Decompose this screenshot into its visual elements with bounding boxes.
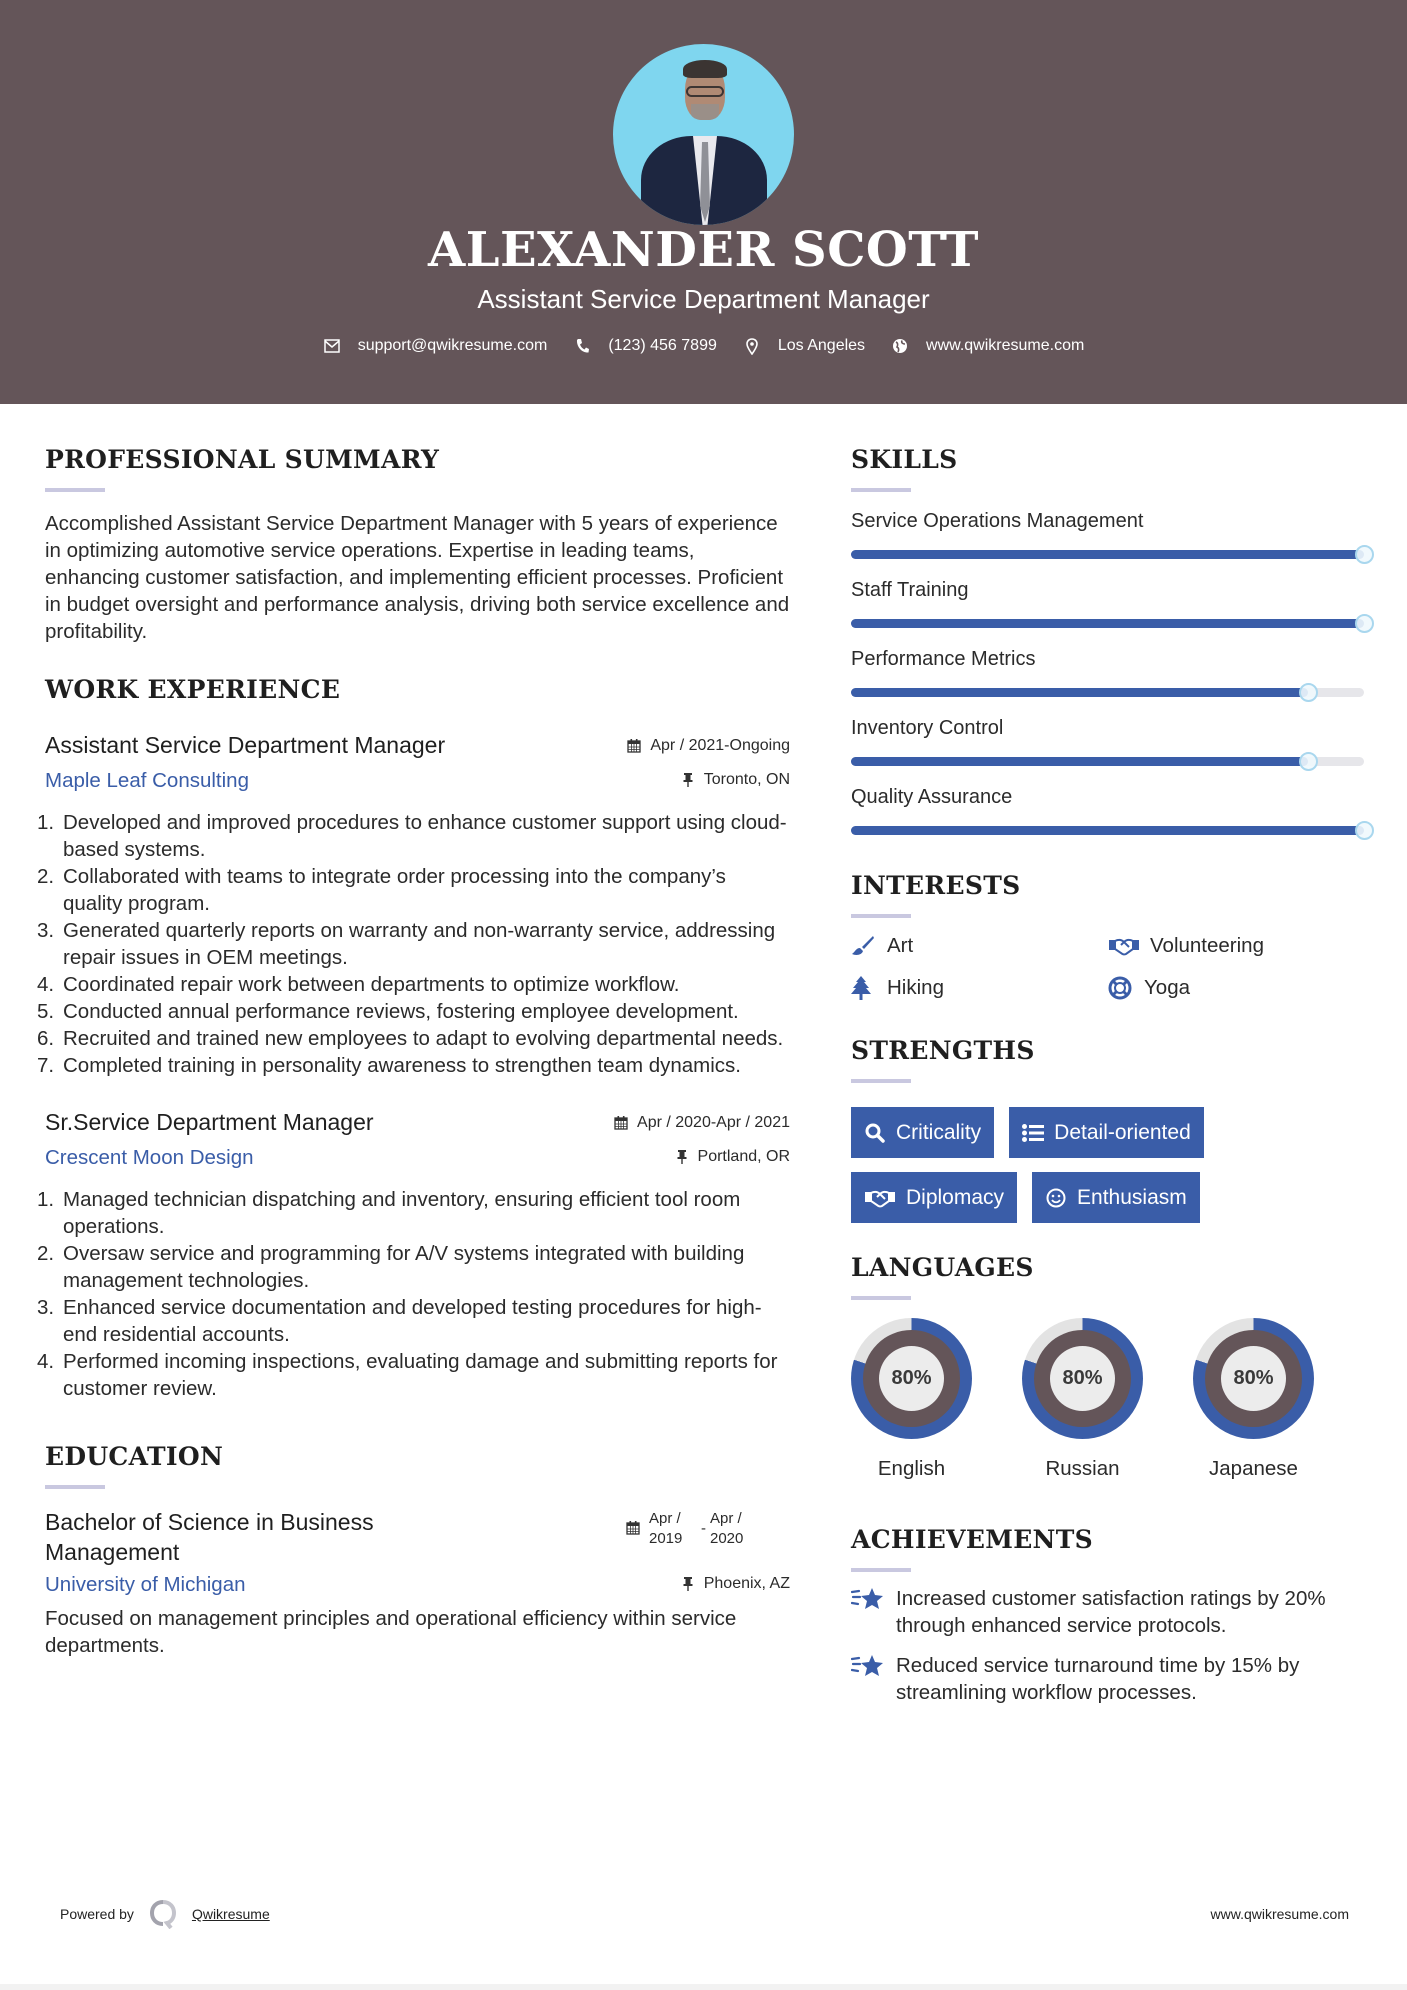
skill-level-fill	[851, 826, 1364, 835]
section-heading: WORK EXPERIENCE	[45, 675, 341, 704]
achievement-item: Increased customer satisfaction ratings by 20% through enhanced service protocols.	[851, 1585, 1371, 1639]
contact-website[interactable]	[891, 337, 1084, 355]
section-heading: PROFESSIONAL SUMMARY	[45, 445, 440, 474]
job-location: Toronto, ON	[680, 771, 790, 789]
language-percent: 80%	[1050, 1346, 1115, 1411]
language-name: Japanese	[1209, 1457, 1298, 1480]
duty-list	[37, 1186, 790, 1402]
pushpin-icon	[674, 1149, 690, 1165]
language-progress-ring	[1022, 1318, 1143, 1439]
skill-level-knob	[1355, 545, 1374, 564]
shooting-star-icon	[851, 1585, 896, 1612]
skill-level-fill	[851, 757, 1308, 766]
interest-item: Art	[851, 934, 1108, 958]
contact-bar	[0, 337, 1407, 355]
contact-email-text: support@qwikresume.com	[357, 337, 548, 354]
interest-item: Hiking	[851, 976, 1108, 1000]
tree-icon	[851, 976, 879, 1000]
skill-level-bar	[851, 688, 1364, 697]
duty-item: 1. Managed technician dispatching and inventory, ensuring efficient tool room operations.	[37, 1188, 741, 1238]
education-start: Apr / 2019	[649, 1510, 683, 1547]
handshake-icon	[864, 1187, 896, 1209]
heading-underline	[851, 1568, 911, 1572]
contact-email[interactable]	[323, 337, 548, 355]
left-column	[37, 445, 790, 1659]
calendar-icon	[625, 1519, 641, 1535]
map-marker-icon	[743, 337, 761, 355]
section-heading: ACHIEVEMENTS	[851, 1525, 1093, 1554]
experience-section	[37, 675, 790, 1402]
skill-level-fill	[851, 688, 1308, 697]
skill-level-knob	[1299, 683, 1318, 702]
job-entry	[37, 732, 790, 1079]
section-heading: SKILLS	[851, 445, 958, 474]
language-percent: 80%	[879, 1346, 944, 1411]
heading-underline	[45, 1485, 105, 1489]
pushpin-icon	[680, 772, 696, 788]
skill-item	[851, 786, 1371, 835]
interest-item: Volunteering	[1108, 934, 1365, 958]
duty-list	[37, 809, 790, 1079]
duty-item: 5. Conducted annual performance reviews, fostering employee development.	[37, 1000, 739, 1023]
section-heading: STRENGTHS	[851, 1036, 1035, 1065]
phone-icon	[573, 337, 591, 355]
achievements-section	[851, 1525, 1371, 1706]
skill-level-knob	[1299, 752, 1318, 771]
job-entry	[37, 1109, 790, 1402]
qwikresume-logo-icon	[148, 1898, 178, 1930]
duty-item: 3. Enhanced service documentation and developed testing procedures for high-end residential accounts.	[37, 1296, 762, 1346]
skill-name: Service Operations Management	[851, 510, 1144, 532]
section-heading: EDUCATION	[45, 1442, 224, 1471]
strength-tag: Enthusiasm	[1032, 1172, 1200, 1223]
job-location: Portland, OR	[674, 1148, 790, 1166]
summary-section	[45, 445, 790, 645]
skill-name: Quality Assurance	[851, 786, 1013, 808]
heading-underline	[851, 488, 911, 492]
contact-location	[743, 337, 865, 355]
envelope-icon	[323, 337, 341, 355]
duty-item: 2. Oversaw service and programming for A/V systems integrated with building management technologies.	[37, 1242, 745, 1292]
job-dates: Apr / 2020-Apr / 2021	[613, 1114, 790, 1132]
heading-underline	[851, 914, 911, 918]
contact-phone[interactable]	[573, 337, 717, 355]
skill-level-fill	[851, 619, 1364, 628]
language-progress-ring	[851, 1318, 972, 1439]
duty-item: 4. Performed incoming inspections, evaluating damage and submitting reports for customer review.	[37, 1350, 778, 1400]
candidate-title: Assistant Service Department Manager	[477, 284, 930, 314]
resume-header	[0, 0, 1407, 404]
shooting-star-icon	[851, 1652, 896, 1679]
handshake-icon	[1108, 934, 1142, 958]
skill-level-knob	[1355, 614, 1374, 633]
strength-tag: Detail-oriented	[1009, 1107, 1204, 1158]
strength-tag: Criticality	[851, 1107, 994, 1158]
paintbrush-icon	[851, 934, 879, 958]
section-heading: INTERESTS	[851, 871, 1021, 900]
language-item	[1193, 1318, 1364, 1481]
list-icon	[1022, 1122, 1044, 1144]
duty-item: 4. Coordinated repair work between departments to optimize workflow.	[37, 973, 680, 996]
skill-name: Staff Training	[851, 579, 969, 601]
strengths-section	[851, 1036, 1371, 1223]
heading-underline	[851, 1296, 911, 1300]
smile-icon	[1045, 1187, 1067, 1209]
heading-underline	[45, 488, 105, 492]
pushpin-icon	[680, 1576, 696, 1592]
skill-item	[851, 648, 1371, 697]
qwikresume-link[interactable]: Qwikresume	[191, 1906, 270, 1922]
strength-tag: Diplomacy	[851, 1172, 1017, 1223]
page-bottom-edge	[0, 1984, 1407, 1990]
globe-icon	[891, 337, 909, 355]
languages-section	[851, 1253, 1371, 1481]
achievement-item: Reduced service turnaround time by 15% by streamlining workflow processes.	[851, 1652, 1371, 1706]
calendar-icon	[613, 1115, 629, 1131]
section-heading: LANGUAGES	[851, 1253, 1034, 1282]
language-progress-ring	[1193, 1318, 1314, 1439]
skill-level-bar	[851, 757, 1364, 766]
skill-item	[851, 717, 1371, 766]
footer-powered-by: Powered by Qwikresume	[60, 1898, 270, 1930]
duty-item: 6. Recruited and trained new employees to adapt to evolving departmental needs.	[37, 1027, 784, 1050]
duty-item: 7. Completed training in personality awareness to strengthen team dynamics.	[37, 1054, 741, 1077]
right-column	[851, 445, 1371, 1706]
duty-item: 3. Generated quarterly reports on warranty and non-warranty service, addressing repair issues in OEM meetings.	[37, 919, 776, 969]
language-percent: 80%	[1221, 1346, 1286, 1411]
skill-level-fill	[851, 550, 1364, 559]
interest-item: Yoga	[1108, 976, 1365, 1000]
education-section	[45, 1442, 790, 1659]
language-item	[1022, 1318, 1193, 1481]
heading-underline	[851, 1079, 911, 1083]
contact-website-text: www.qwikresume.com	[926, 337, 1085, 354]
life-ring-icon	[1108, 976, 1136, 1000]
company-name: Maple Leaf Consulting	[45, 769, 249, 792]
degree-title: Bachelor of Science in Business Management	[45, 1509, 374, 1565]
summary-text: Accomplished Assistant Service Department Manager with 5 years of experience in optimizing automotive service operations. Expertise in leading teams, enhancing customer satisfaction, and implementing efficient processes. Proficient in budget oversight and performance analysis, driving both service excellence and profitability.	[45, 512, 790, 643]
candidate-name: ALEXANDER SCOTT	[428, 222, 979, 278]
skill-item	[851, 510, 1371, 559]
language-item	[851, 1318, 1022, 1481]
skill-name: Performance Metrics	[851, 648, 1036, 670]
company-name: Crescent Moon Design	[45, 1146, 254, 1169]
education-location: Phoenix, AZ	[680, 1575, 790, 1593]
skill-level-knob	[1355, 821, 1374, 840]
search-icon	[864, 1122, 886, 1144]
contact-phone-text: (123) 456 7899	[608, 337, 717, 354]
calendar-icon	[626, 738, 642, 754]
duty-item: 1. Developed and improved procedures to enhance customer support using cloud-based systems.	[37, 811, 787, 861]
education-dates: Apr / 2019 - Apr / 2020	[625, 1509, 750, 1549]
language-name: Russian	[1045, 1457, 1120, 1480]
education-end: Apr / 2020	[710, 1510, 744, 1547]
skill-name: Inventory Control	[851, 717, 1004, 739]
job-title: Assistant Service Department Manager	[45, 732, 446, 758]
school-name: University of Michigan	[45, 1573, 246, 1596]
skill-level-bar	[851, 619, 1364, 628]
job-dates: Apr / 2021-Ongoing	[626, 737, 790, 755]
skills-section	[851, 445, 1371, 835]
skill-item	[851, 579, 1371, 628]
contact-location-text: Los Angeles	[777, 337, 866, 354]
skill-level-bar	[851, 826, 1364, 835]
job-title: Sr.Service Department Manager	[45, 1109, 374, 1135]
duty-item: 2. Collaborated with teams to integrate order processing into the company’s quality program.	[37, 865, 726, 915]
education-entry	[45, 1507, 790, 1659]
profile-photo	[613, 44, 794, 225]
education-description: Focused on management principles and operational efficiency within service departments.	[45, 1607, 737, 1657]
interests-section	[851, 871, 1371, 1000]
skill-level-bar	[851, 550, 1364, 559]
footer-website-link[interactable]: www.qwikresume.com	[1210, 1906, 1349, 1922]
language-name: English	[877, 1457, 946, 1480]
